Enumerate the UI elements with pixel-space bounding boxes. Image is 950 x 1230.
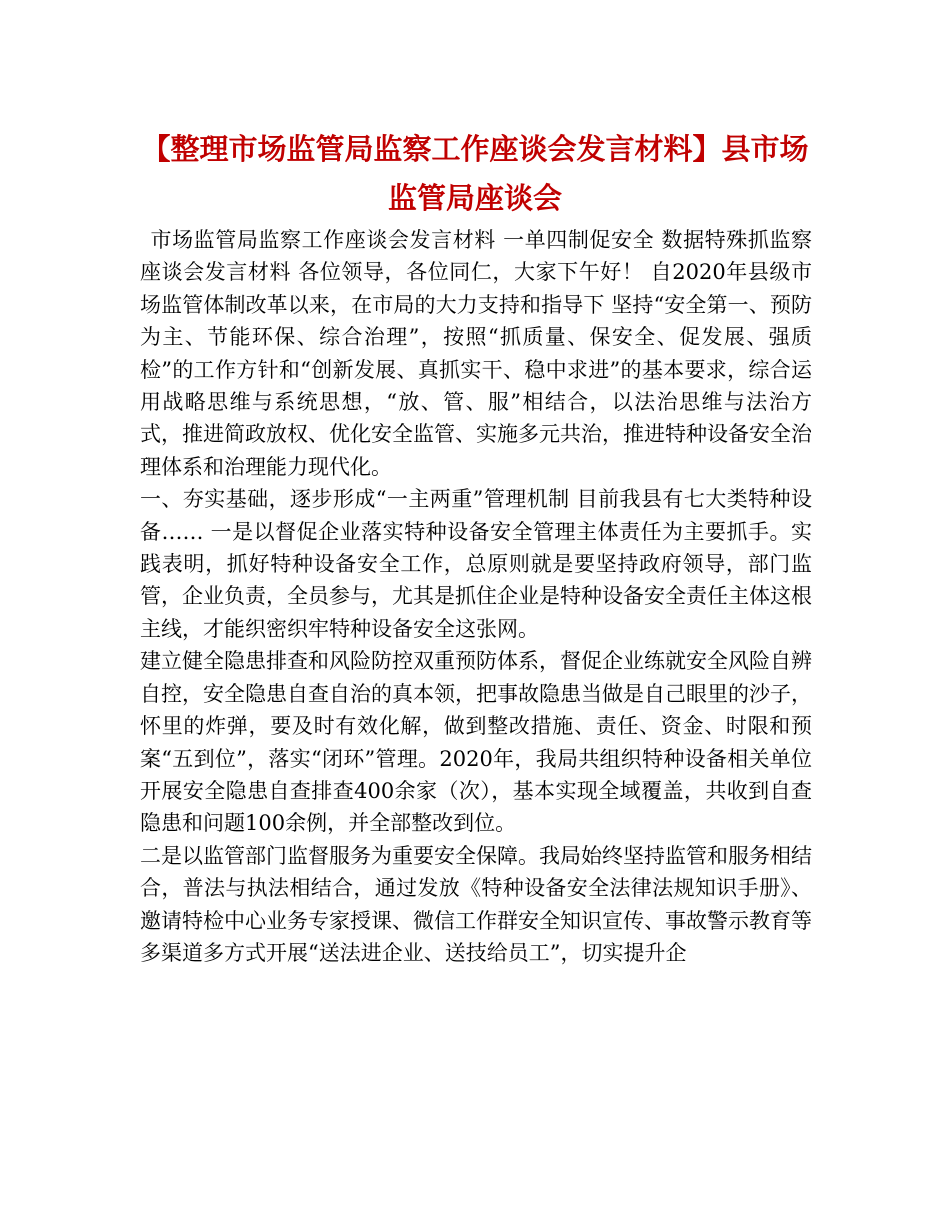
document-title: 【整理市场监管局监察工作座谈会发言材料】县市场监管局座谈会 (141, 132, 809, 215)
document-body (140, 224, 812, 969)
paragraph-risk-prevention: 建立健全隐患排查和风险防控双重预防体系，督促企业练就安全风险自辨自控，安全隐患自查自治的真本领，把事故隐患当做是自己眼里的沙子，怀里的炸弹，要及时有效化解，做到整改措施、责任、资金、时限和预案“五到位”，落实“闭环”管理。2020年，我局共组织特种设备相关单位开展安全隐患自查排查400余家（次），基本实现全域覆盖，共收到自查隐患和问题100余例，并全部整改到位。 (140, 649, 812, 836)
paragraph-intro: 市场监管局监察工作座谈会发言材料 一单四制促安全 数据特殊抓监察座谈会发言材料 各位领导，各位同仁，大家下午好！ 自2020年县级市场监管体制改革以来，在市局的大力支持和指导下 坚持“安全第一、预防为主、节能环保、综合治理”，按照“抓质量、保安全、促发展、强质检”的工作方针和“创新发展、真抓实干、稳中求进”的基本要求，综合运用战略思维与系统思想，“放、管、服”相结合，以法治思维与法治方式，推进简政放权、优化安全监管、实施多元共治，推进特种设备安全治理体系和治理能力现代化。 (140, 228, 812, 479)
paragraph-supervision-service: 二是以监管部门监督服务为重要安全保障。我局始终坚持监管和服务相结合，普法与执法相结合，通过发放《特种设备安全法律法规知识手册》、邀请特检中心业务专家授课、微信工作群安全知识宣传、事故警示教育等多渠道多方式开展“送法进企业、送技给员工”，切实提升企 (140, 843, 812, 965)
paragraph-section-one: 一、夯实基础，逐步形成“一主两重”管理机制 目前我县有七大类特种设备…… 一是以督促企业落实特种设备安全管理主体责任为主要抓手。实践表明，抓好特种设备安全工作，总原则就是要坚持政府领导，部门监管，企业负责，全员参与，尤其是抓住企业是特种设备安全责任主体这根主线，才能织密织牢特种设备安全这张网。 (140, 487, 812, 641)
